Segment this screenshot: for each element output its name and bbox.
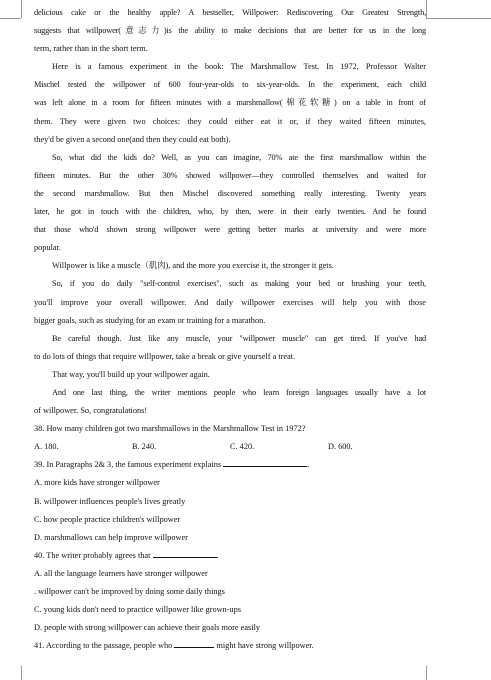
- passage-line: you'll improve your overall willpower. And daily willpower exercises will help you with those: [34, 297, 426, 307]
- crop-mark-top-left-v: [21, 0, 22, 18]
- option-c: C. 420.: [230, 442, 255, 452]
- crop-mark-bottom-left-v: [21, 666, 22, 680]
- passage-line: that those who'd shown strong willpower were getting better marks at university and were more: [34, 225, 426, 235]
- option-d: D. marshmallows can help improve willpower: [34, 532, 188, 542]
- option-d: D. 600.: [328, 442, 353, 452]
- option-c: C. how people practice children's willpower: [34, 514, 181, 524]
- question-41: [34, 637, 426, 655]
- options-row: [34, 438, 426, 456]
- answer-blank: [223, 457, 307, 467]
- passage-line: So, what did the kids do? Well, as you can imagine, 70% ate the first marshmallow within the: [52, 152, 426, 162]
- passage-line: popular.: [34, 243, 61, 253]
- question-40: [34, 547, 426, 637]
- passage-line: suggests that willpower(意志力)is the ability to make decisions that are better for us in the long: [34, 26, 426, 36]
- answer-blank: [153, 548, 217, 558]
- passage-line: That way, you'll build up your willpower again.: [52, 369, 210, 379]
- crop-mark-bottom-right-v: [426, 666, 427, 680]
- option-d: D. people with strong willpower can achieve their goals more easily: [34, 623, 261, 633]
- question-stem: 40. The writer probably agrees that .: [34, 547, 426, 565]
- crop-mark-top-right-v: [426, 0, 427, 18]
- option-b: B. 240.: [132, 442, 157, 452]
- passage-line: Willpower is like a muscle（肌肉), and the more you exercise it, the stronger it gets.: [52, 261, 334, 271]
- passage-line: So, if you do daily "self-control exercises", such as making your bed or brushing your teeth,: [52, 279, 426, 289]
- question-stem: 39. In Paragraphs 2& 3, the famous experiment explains .: [34, 456, 426, 474]
- option-b: . willpower can't be improved by doing some daily things: [34, 587, 225, 596]
- passage-line: And one last thing, the writer mentions people who learn foreign languages usually have a lot: [52, 387, 426, 397]
- question-39: [34, 456, 426, 546]
- passage-line: term, rather than in the short term.: [34, 44, 148, 54]
- crop-mark-top-right-h: [426, 18, 491, 19]
- option-a: A. 180.: [34, 442, 59, 452]
- passage-line: was left alone in a room for fifteen minutes with a marshmallow(棉花软糖) on a table in front of: [34, 98, 426, 108]
- question-38: [34, 420, 426, 456]
- question-stem: 38. How many children got two marshmallows in the Marshmallow Test in 1972?: [34, 424, 306, 434]
- passage-line: delicious cake or the healthy apple? A bestseller, Willpower: Rediscovering Our Greatest Strength,: [34, 8, 426, 17]
- answer-blank: [174, 638, 214, 648]
- passage-line: fifteen minutes. But the other 30% showed willpower—they controlled themselves and waited for: [34, 170, 426, 180]
- question-stem: 41. According to the passage, people who might have strong willpower.: [34, 637, 426, 655]
- document-page: [34, 0, 426, 655]
- passage-line: them. They were given two choices: they could either eat it or, if they waited fifteen minutes,: [34, 116, 426, 126]
- option-c: C. young kids don't need to practice willpower like grown-ups: [34, 605, 242, 615]
- option-a: A. all the language learners have stronger willpower: [34, 568, 208, 578]
- option-a: A. more kids have stronger willpower: [34, 478, 160, 488]
- passage-line: Here is a famous experiment in the book: The Marshmallow Test. In 1972, Professor Walter: [52, 62, 426, 72]
- passage-line: to do lots of things that require willpower, take a break or give yourself a treat.: [34, 351, 296, 361]
- passage-line: Be careful though. Just like any muscle, your "willpower muscle" can get tired. If you've had: [52, 333, 426, 343]
- passage-line: of willpower. So, congratulations!: [34, 406, 148, 416]
- passage-line: Mischel tested the willpower of 600 four-year-olds to six-year-olds. In the experiment, each child: [34, 80, 426, 90]
- reading-passage: [34, 0, 426, 420]
- passage-line: they'd be given a second one(and then they could eat both).: [34, 134, 231, 144]
- option-b: B. willpower influences people's lives greatly: [34, 496, 186, 506]
- passage-line: later, he got in touch with the children, who, by then, were in their early twenties. And he found: [34, 207, 426, 217]
- passage-line: bigger goals, such as studying for an exam or training for a marathon.: [34, 315, 266, 325]
- crop-mark-top-left-h: [0, 18, 21, 19]
- passage-line: the second marshmallow. But then Mischel discovered something really interesting. Twenty years: [34, 188, 426, 198]
